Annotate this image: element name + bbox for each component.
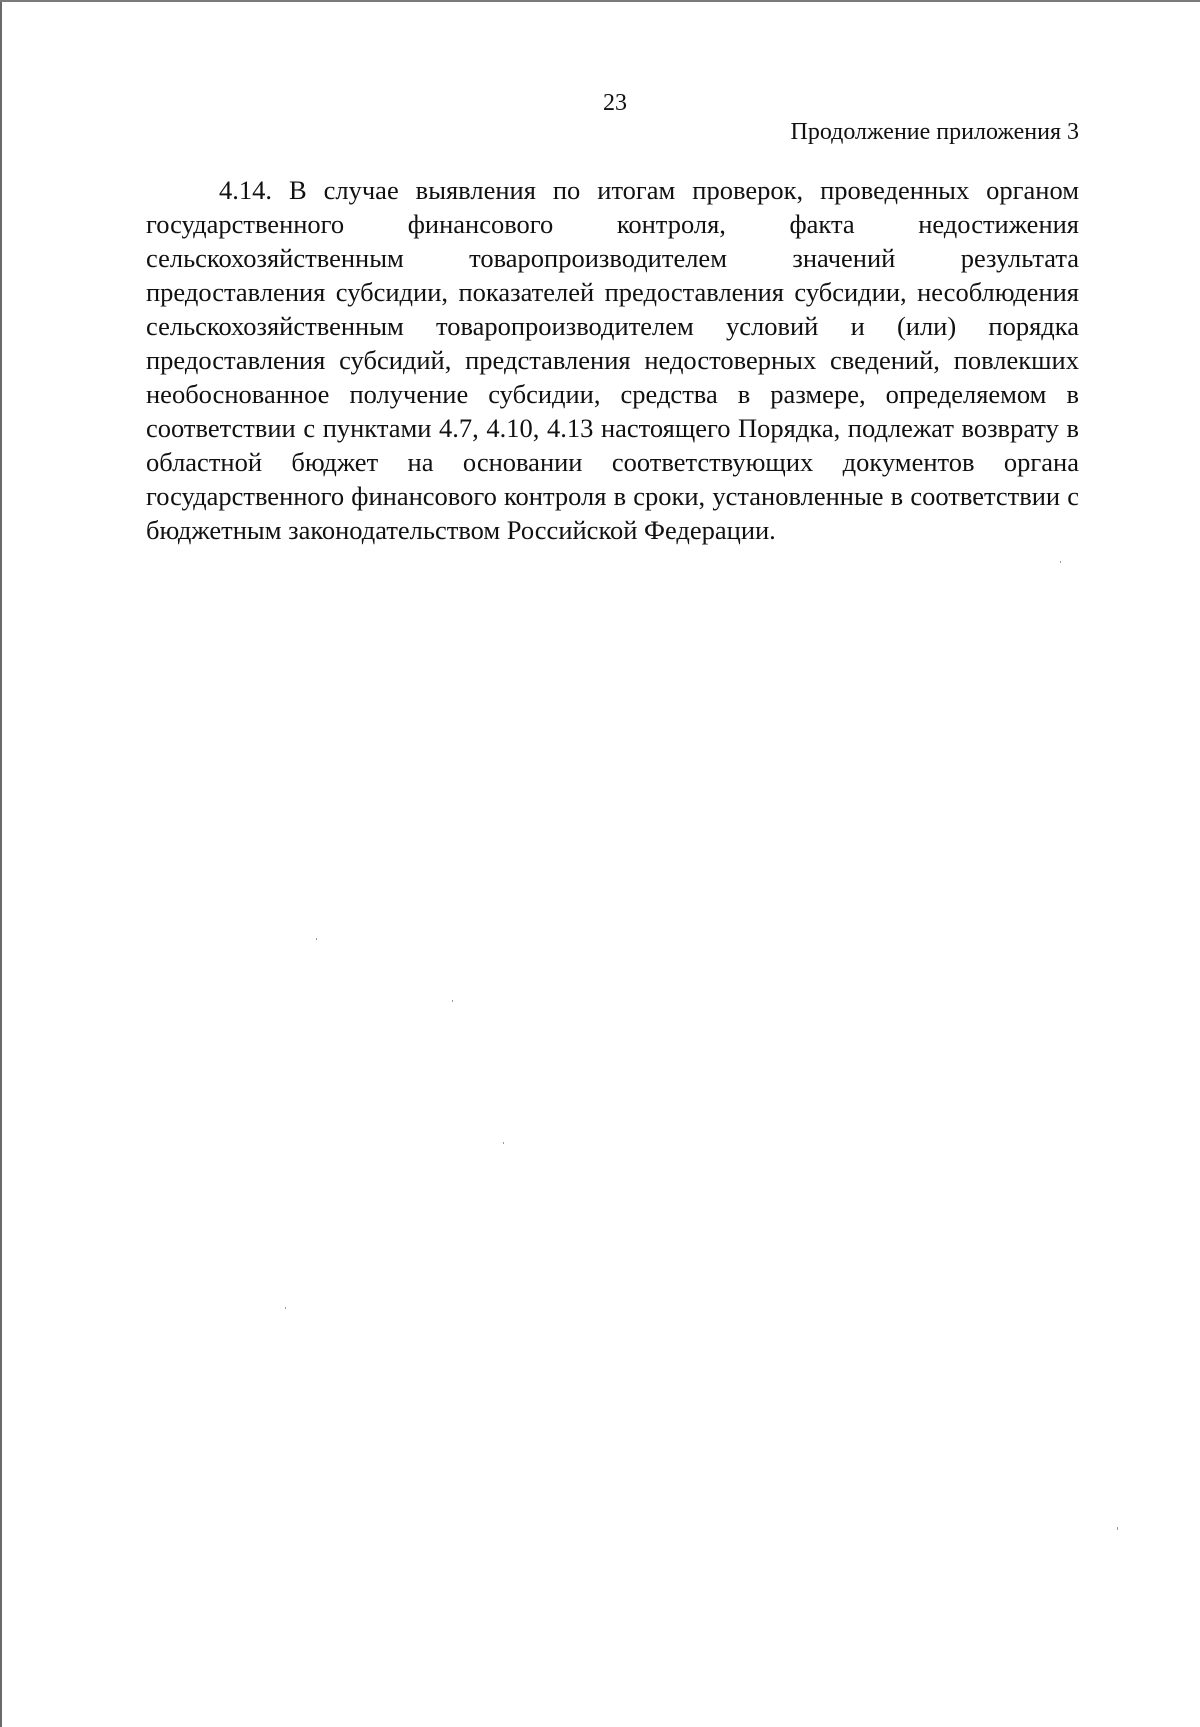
scan-speck (1117, 1527, 1118, 1530)
scan-edge-left (0, 0, 2, 1727)
paragraph-4-14: 4.14. В случае выявления по итогам проверок, проведенных органом государственного финансового контроля, факта недостижения сельскохозяйственным товаропроизводителем значений результата предоставления субсидии, показателей предоставления субсидии, несоблюдения сельскохозяйственным товаропроизводителем условий и (или) порядка предоставления субсидий, представления недостоверных сведений, повлекших необоснованное получение субсидии, средства в размере, определяемом в соответствии с пунктами 4.7, 4.10, 4.13 настоящего Порядка, подлежат возврату в областной бюджет на основании соответствующих документов органа государственного финансового контроля в сроки, установленные в соответствии с бюджетным законодательством Российской Федерации. (146, 175, 1079, 545)
scan-edge-top (0, 0, 1200, 2)
scan-speck (1060, 561, 1061, 563)
scan-speck (316, 938, 317, 940)
scan-speck (503, 1142, 504, 1144)
scan-speck (452, 1000, 453, 1002)
page-number: 23 (603, 90, 627, 116)
scan-speck (285, 1307, 286, 1309)
appendix-continuation-note: Продолжение приложения 3 (790, 119, 1079, 145)
